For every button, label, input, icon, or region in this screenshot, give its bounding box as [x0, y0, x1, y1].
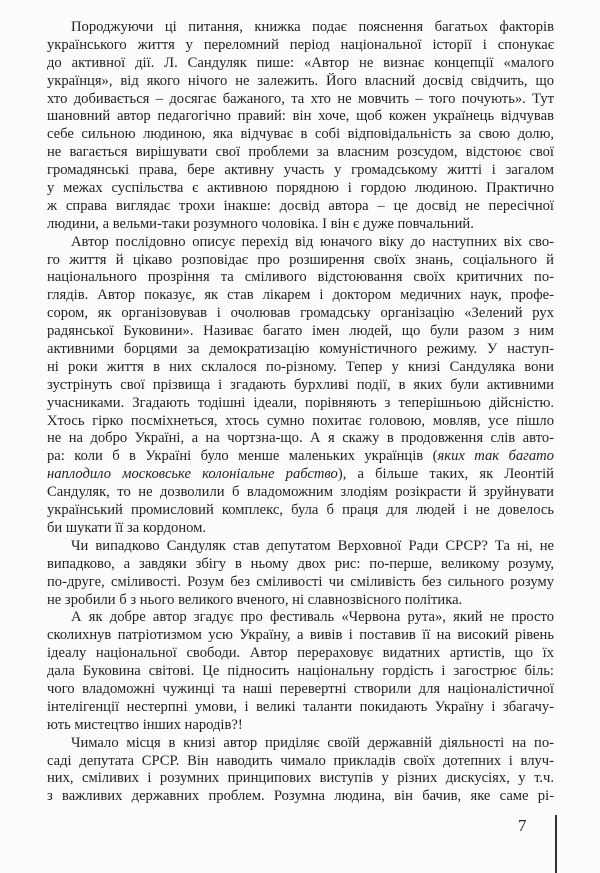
text-line: чого владоможні чужинці та наші перевертні створили для націоналістичної	[47, 680, 554, 697]
italic-text: яких так багато	[437, 448, 554, 465]
page-number: 7	[518, 816, 527, 835]
text-line: них, сміливих і розумних принципових виступів у різних дискусіях, у т.ч.	[47, 770, 554, 787]
page-body	[47, 19, 554, 806]
text-line: шановний автор педагогічно правий: він хоче, щоб кожен українець відчував	[47, 108, 554, 125]
text-line: Чи випадково Сандуляк став депутатом Верховної Ради СРСР? Та ні, не	[71, 537, 554, 554]
text-line: Породжуючи ці питання, книжка подає пояснення багатьох факторів	[71, 19, 554, 35]
text-line: активними борцями за демократизацію комуністичного режиму. У наступ-	[47, 341, 554, 358]
text-line	[47, 448, 554, 466]
paragraph	[47, 234, 554, 538]
paragraph	[47, 19, 554, 234]
text-segment: ра: коли б в Україні було менше маленьких українців (	[47, 448, 438, 465]
text-line: національного прозріння та сміливого відстоювання своїх критичних по-	[47, 269, 554, 286]
text-line: з важливих державних проблем. Розумна людина, він бачив, яке саме рі-	[47, 788, 554, 805]
text-line: глядів. Автор показує, як став лікарем і доктором медичних наук, профе-	[47, 287, 554, 304]
paragraph	[47, 735, 554, 807]
text-line	[47, 466, 554, 484]
text-line: людини, а вельми-таки розумного чоловіка. І він є дуже повчальний.	[47, 215, 474, 232]
text-line: не на добро Україні, а на чортзна-що. А я скажу в продовження слів авто-	[47, 430, 554, 447]
text-line: український промисловий комплекс, була б праця для людей і не довелось	[47, 502, 554, 519]
text-line: ж справа виглядає трохи інакше: досвід автора – це досвід не пересічної	[47, 197, 554, 214]
text-line: саді депутата СРСР. Він наводить чимало прикладів своїх дотепних і влуч-	[47, 752, 554, 769]
text-line: би шукати її за кордоном.	[47, 519, 207, 536]
text-line: радянської Буковини». Називає багато імен людей, що були разом з ним	[47, 323, 554, 340]
text-line: ідеалу національної свободи. Автор перераховує видатних артистів, що їх	[47, 645, 554, 662]
paragraph	[47, 609, 554, 734]
page-edge-rule	[555, 815, 557, 873]
paragraph	[47, 538, 554, 610]
text-line: себе сильною людиною, яка відчуває в собі відповідальність за свою долю,	[47, 126, 554, 143]
italic-text: наплодило московське колоніальне рабство	[47, 466, 338, 483]
text-line: сором, як організовував і очолював громадську організацію «Зелений рух	[47, 305, 554, 322]
text-line: хто добивається – досягає бажаного, та хто не мовчить – того почують». Тут	[47, 90, 554, 107]
text-line: сколихнув патріотизмом усю Україну, а вивів і поставив її на високий рівень	[47, 627, 554, 644]
text-line: го життя й цікаво розповідає про розширення своїх знань, соціального й	[47, 251, 554, 268]
text-line: по-друге, сміливості. Розум без сміливості чи сміливість без сильного розуму	[47, 573, 554, 590]
text-line: дала Буковина світові. Це підносить національну гордість і загострює біль:	[47, 663, 554, 680]
text-line: Хтось гірко посміхнеться, хтось сумно похитає головою, мовляв, усе пішло	[47, 412, 554, 429]
text-line: ють мистецтво інших народів?!	[47, 716, 243, 733]
text-line: не зробили б з нього великого вченого, ні славнозвісного політика.	[47, 591, 463, 608]
text-line: Чимало місця в книзі автор приділяє своїй державній діяльності на по-	[71, 734, 554, 751]
text-line: Сандуляк, то не дозволили б владоможним злодіям розікрасти й зруйнувати	[47, 484, 554, 501]
text-line: ні роки життя в них склалося по-різному. Тепер у книзі Сандуляка вони	[47, 358, 554, 375]
text-segment: ), а більше таких, як Леонтій	[337, 466, 554, 483]
text-line: Автор послідовно описує перехід від юначого віку до наступних віх сво-	[71, 233, 554, 250]
text-line: випадково, а завдяки збігу в ньому двох рис: по-перше, великому розуму,	[47, 555, 554, 572]
text-line: інтелігенції нестерпні умови, і великі таланти покидають Україну і збагачу-	[47, 698, 554, 715]
text-line: А як добре автор згадує про фестиваль «Червона рута», який не просто	[71, 609, 554, 626]
text-line: до активної дії. Л. Сандуляк пише: «Автор не визнає концепції «малого	[47, 54, 554, 71]
text-line: українського життя у переломний період національної історії і спонукає	[47, 36, 554, 53]
text-line: у межах суспільства є активною порядною і гордою людиною. Практично	[47, 180, 554, 197]
text-line: громадянські права, бере активну участь у громадському житті і загалом	[47, 162, 554, 179]
text-line: зустрінуть свої прізвища і згадають бурхливі події, в яких були активними	[47, 376, 554, 393]
text-line: учасниками. Згадають тодішні ідеали, порівняють з теперішньою дійсністю.	[47, 394, 554, 411]
text-line: українця», від якого нічого не залежить. Його власний досвід свідчить, що	[47, 72, 554, 89]
text-line: не вагається вирішувати свої проблеми за власним розсудом, відстоює свої	[47, 144, 554, 161]
